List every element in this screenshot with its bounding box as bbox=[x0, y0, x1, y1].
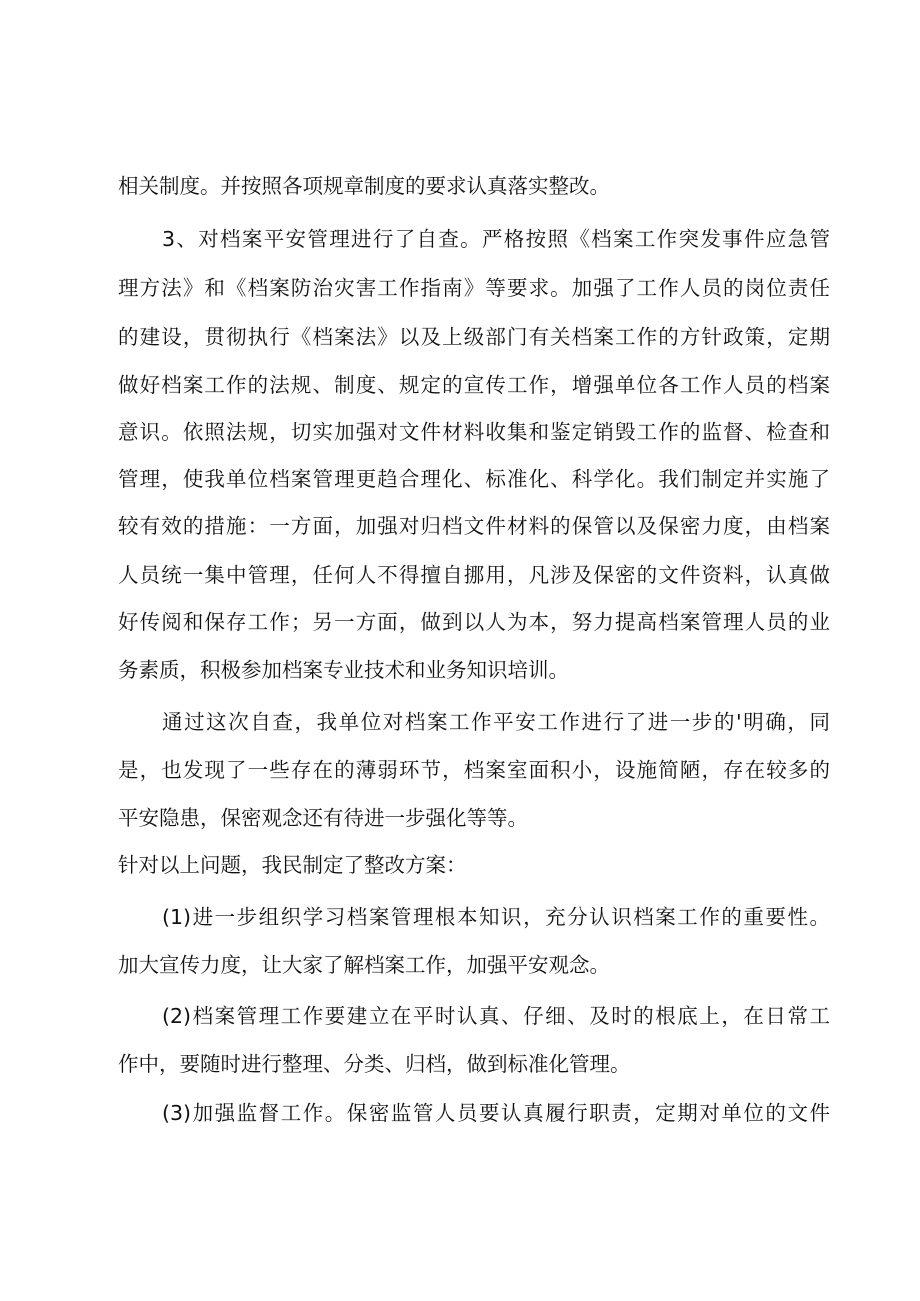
paragraph-line: 3、对档案平安管理进行了自查。严格按照《档案工作突发事件应急管 bbox=[162, 227, 830, 251]
list-item-line: (3)加强监督工作。保密监管人员要认真履行职责，定期对单位的文件 bbox=[162, 1101, 830, 1125]
paragraph-line: 通过这次自查，我单位对档案工作平安工作进行了进一步的'明确，同 bbox=[162, 710, 830, 734]
paragraph-line: 的建设，贯彻执行《档案法》以及上级部门有关档案工作的方针政策，定期 bbox=[118, 325, 830, 349]
paragraph-line: 好传阅和保存工作；另一方面，做到以人为本，努力提高档案管理人员的业 bbox=[118, 610, 830, 634]
paragraph-line: 加大宣传力度，让大家了解档案工作，加强平安观念。 bbox=[118, 953, 610, 977]
paragraph-line: 相关制度。并按照各项规章制度的要求认真落实整改。 bbox=[118, 174, 610, 198]
paragraph-line: 做好档案工作的法规、制度、规定的宣传工作，增强单位各工作人员的档案 bbox=[118, 373, 830, 397]
paragraph-line: 人员统一集中管理，任何人不得擅自挪用，凡涉及保密的文件资料，认真做 bbox=[118, 563, 830, 587]
paragraph-line: 作中，要随时进行整理、分类、归档，做到标准化管理。 bbox=[118, 1052, 631, 1076]
list-item-line: (1)进一步组织学习档案管理根本知识，充分认识档案工作的重要性。 bbox=[162, 905, 830, 929]
paragraph-line: 务素质，积极参加档案专业技术和业务知识培训。 bbox=[118, 658, 569, 682]
paragraph-line: 是，也发现了一些存在的薄弱环节，档案室面积小，设施简陋，存在较多的 bbox=[118, 758, 830, 782]
paragraph-line: 意识。依照法规，切实加强对文件材料收集和鉴定销毁工作的监督、检查和 bbox=[118, 420, 830, 444]
list-item-line: (2)档案管理工作要建立在平时认真、仔细、及时的根底上，在日常工 bbox=[162, 1004, 830, 1028]
paragraph-line: 理方法》和《档案防治灾害工作指南》等要求。加强了工作人员的岗位责任 bbox=[118, 276, 830, 300]
paragraph-line: 平安隐患，保密观念还有待进一步强化等等。 bbox=[118, 806, 528, 830]
paragraph-line: 针对以上问题，我民制定了整改方案： bbox=[118, 853, 467, 877]
paragraph-line: 较有效的措施：一方面，加强对归档文件材料的保管以及保密力度，由档案 bbox=[118, 514, 830, 538]
paragraph-line: 管理，使我单位档案管理更趋合理化、标准化、科学化。我们制定并实施了 bbox=[118, 467, 830, 491]
